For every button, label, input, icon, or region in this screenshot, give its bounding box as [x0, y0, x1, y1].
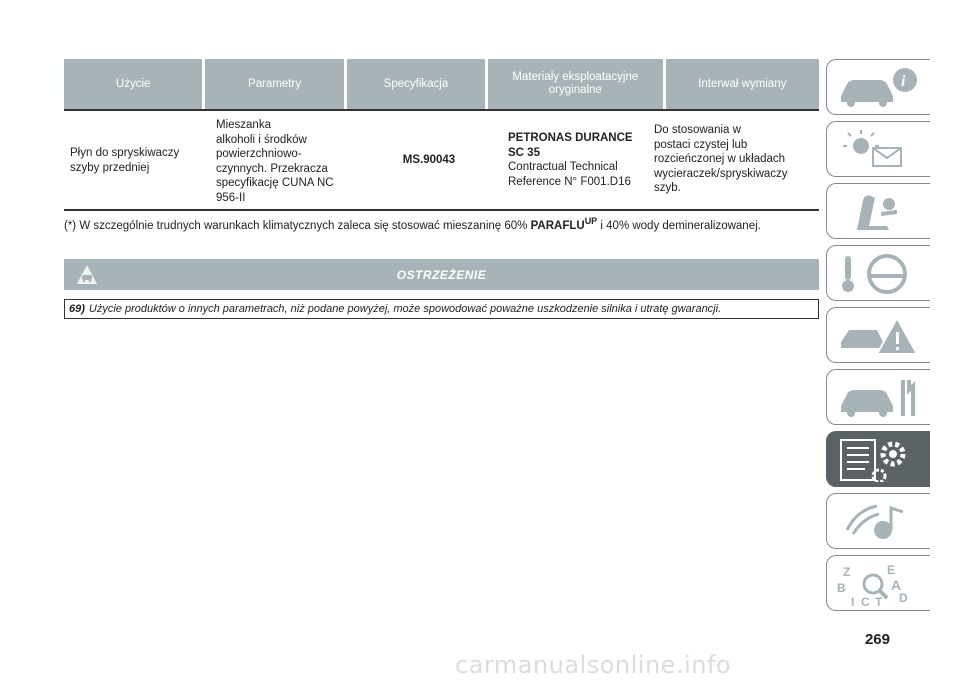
chapter-tabs: [826, 59, 930, 617]
material-name: PETRONAS DURANCE: [508, 132, 633, 144]
parameters-line: alkoholi i środków: [216, 133, 307, 146]
dashboard-lights-icon: [837, 128, 921, 172]
svg-text:Z: Z: [843, 565, 851, 579]
warning-text: Użycie produktów o innych parametrach, niż podane powyżej, może spowodować poważne uszkodzenie silnika i utratę gwarancji.: [88, 303, 722, 315]
interval-line: Do stosowania w: [654, 124, 741, 136]
table-row: [64, 111, 819, 208]
car-warning-icon: [837, 314, 921, 358]
car-tools-icon: [837, 376, 921, 420]
header-parameters: Parametry: [205, 59, 343, 109]
header-specification: Specyfikacja: [347, 59, 485, 109]
interval-line: rozcieńczonej w układach: [654, 153, 786, 165]
interval-line: wycieraczek/spryskiwaczy: [654, 167, 788, 180]
tab-safety[interactable]: [826, 183, 930, 239]
footnote: [64, 216, 761, 232]
interval-line: postaci czystej lub: [654, 138, 748, 151]
svg-text:A: A: [891, 577, 902, 593]
multimedia-icon: [837, 500, 921, 544]
tab-car-info[interactable]: [826, 59, 930, 115]
parameters-line: powierzchniowo-: [216, 148, 302, 160]
tab-dashboard-lights[interactable]: [826, 121, 930, 177]
tab-starting-driving[interactable]: [826, 245, 930, 301]
steering-key-icon: [837, 252, 921, 296]
specifications-table: [64, 59, 819, 211]
svg-text:C: C: [861, 595, 870, 606]
warning-number: 69): [69, 303, 85, 315]
cell-interval: [648, 118, 810, 208]
usage-line: Płyn do spryskiwaczy: [70, 147, 180, 159]
airbag-seat-icon: [837, 190, 921, 234]
warning-header: [64, 259, 819, 290]
svg-text:i: i: [901, 73, 906, 90]
warning-title: OSTRZEŻENIE: [396, 267, 487, 282]
material-line: Reference N° F001.D16: [508, 175, 631, 188]
warning-box: [64, 299, 819, 319]
index-az-icon: [837, 562, 921, 606]
header-usage: Użycie: [64, 59, 202, 109]
svg-text:T: T: [875, 595, 883, 606]
svg-text:I: I: [851, 595, 855, 606]
car-info-icon: [837, 66, 921, 110]
svg-text:E: E: [887, 563, 896, 577]
tab-multimedia[interactable]: [826, 493, 930, 549]
footnote-text: (*) W szczególnie trudnych warunkach klimatycznych zaleca się stosować mieszaninę 60%: [64, 219, 531, 232]
cell-usage: [64, 118, 210, 208]
footnote-superscript: UP: [584, 216, 598, 226]
header-materials: Materiały eksploatacyjne oryginalne: [488, 59, 662, 109]
usage-line: szyby przedniej: [70, 161, 150, 174]
car-warning-icon: [76, 264, 98, 286]
svg-text:B: B: [837, 581, 846, 595]
watermark: carmanualsonline.info: [455, 651, 732, 679]
cell-parameters: [210, 118, 356, 208]
specifications-gears-icon: [837, 438, 921, 482]
table-bottom-rule: [64, 209, 819, 211]
footnote-brand: PARAFLU: [530, 219, 585, 232]
page-number: 269: [864, 631, 890, 648]
parameters-line: 956-II: [216, 191, 246, 204]
parameters-line: czynnych. Przekracza: [216, 162, 328, 175]
interval-line: szyb.: [654, 182, 681, 194]
tab-index[interactable]: [826, 555, 930, 611]
material-line: Contractual Technical: [508, 161, 618, 173]
material-name: SC 35: [508, 146, 540, 159]
footnote-text-end: i 40% wody demineralizowanej.: [597, 219, 761, 232]
tab-emergency[interactable]: [826, 307, 930, 363]
cell-materials: [502, 118, 648, 208]
svg-text:D: D: [899, 591, 908, 605]
table-header-row: [64, 59, 819, 109]
cell-specification: MS.90043: [402, 154, 456, 166]
parameters-line: specyfikację CUNA NC: [216, 177, 334, 189]
tab-maintenance[interactable]: [826, 369, 930, 425]
tab-technical-specifications[interactable]: [826, 431, 930, 487]
parameters-line: Mieszanka: [216, 119, 271, 131]
header-interval: Interwał wymiany: [666, 59, 820, 109]
